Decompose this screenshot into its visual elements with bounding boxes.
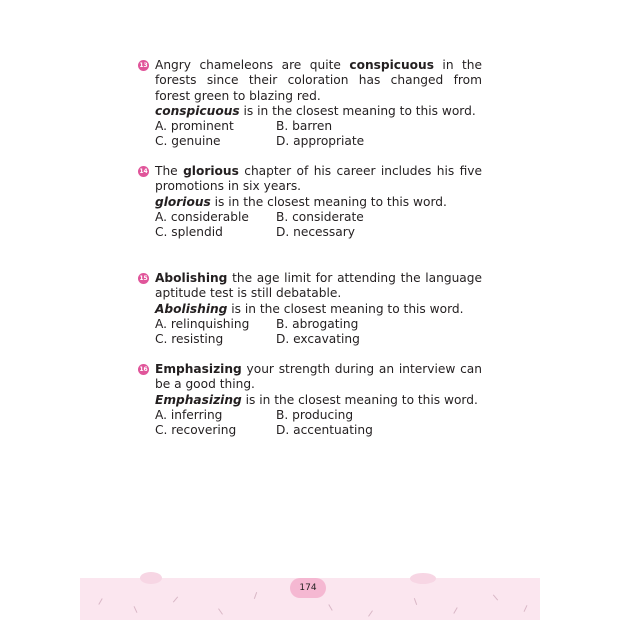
question-15 bbox=[138, 271, 482, 347]
decorative-tick bbox=[134, 606, 138, 613]
question-prompt bbox=[155, 104, 482, 119]
option-d: D. excavating bbox=[276, 332, 360, 347]
question-13 bbox=[138, 58, 482, 150]
prompt-text: is in the closest meaning to this word. bbox=[239, 103, 476, 118]
decorative-tick bbox=[414, 598, 417, 605]
prompt-text: is in the closest meaning to this word. bbox=[210, 194, 447, 209]
question-prompt bbox=[155, 195, 482, 210]
keyword: Emphasizing bbox=[155, 362, 242, 376]
option-a: A. relinquishing bbox=[155, 316, 250, 331]
decorative-tick bbox=[173, 596, 178, 602]
option-d: D. appropriate bbox=[276, 134, 365, 149]
options bbox=[138, 210, 482, 241]
option-b: B. abrogating bbox=[276, 316, 359, 331]
option-a: A. prominent bbox=[155, 119, 234, 134]
question-stem bbox=[155, 362, 482, 393]
keyword: Abolishing bbox=[155, 271, 228, 285]
options bbox=[138, 408, 482, 439]
decorative-tick bbox=[98, 598, 102, 605]
prompt-text: is in the closest meaning to this word. bbox=[241, 392, 478, 407]
decorative-tick bbox=[218, 608, 223, 614]
option-c: C. splendid bbox=[155, 225, 223, 240]
option-b: B. producing bbox=[276, 407, 354, 422]
prompt-keyword: glorious bbox=[155, 194, 211, 209]
decorative-tick bbox=[328, 604, 332, 611]
question-number-badge: 16 bbox=[139, 366, 148, 373]
page-number: 174 bbox=[299, 583, 317, 593]
question-stem bbox=[155, 58, 482, 104]
question-number-badge: 15 bbox=[139, 275, 148, 282]
stem-text-after: chapter of his career includes his five promotions in six years. bbox=[155, 164, 482, 194]
option-a: A. considerable bbox=[155, 209, 249, 224]
decorative-tick bbox=[524, 605, 528, 612]
decorative-tick bbox=[368, 610, 373, 616]
options bbox=[138, 119, 482, 150]
question-number-badge: 14 bbox=[139, 168, 148, 175]
prompt-keyword: Abolishing bbox=[155, 301, 228, 316]
decorative-tick bbox=[453, 607, 457, 614]
stem-text-after: in the forests since their coloration has changed from forest green to blazing red. bbox=[155, 58, 482, 103]
stem-text-before: Angry chameleons are quite bbox=[155, 58, 350, 72]
decorative-tick bbox=[493, 594, 498, 600]
keyword: glorious bbox=[183, 164, 239, 178]
question-prompt bbox=[155, 393, 482, 408]
stem-text-after: the age limit for attending the language aptitude test is still debatable. bbox=[155, 271, 482, 301]
option-d: D. necessary bbox=[276, 225, 355, 240]
question-16 bbox=[138, 362, 482, 438]
option-c: C. resisting bbox=[155, 332, 224, 347]
prompt-text: is in the closest meaning to this word. bbox=[227, 301, 464, 316]
option-b: B. considerate bbox=[276, 209, 364, 224]
decorative-tick bbox=[254, 592, 257, 599]
decorative-blob bbox=[140, 572, 162, 584]
question-number-badge: 13 bbox=[139, 62, 148, 69]
keyword: conspicuous bbox=[349, 58, 434, 72]
decorative-blob bbox=[410, 573, 436, 584]
option-a: A. inferring bbox=[155, 407, 223, 422]
question-stem bbox=[155, 164, 482, 195]
option-c: C. genuine bbox=[155, 134, 221, 149]
prompt-keyword: conspicuous bbox=[155, 103, 240, 118]
stem-text-before: The bbox=[155, 164, 184, 178]
stem-text-after: your strength during an interview can be a good thing. bbox=[155, 362, 482, 392]
options bbox=[138, 317, 482, 348]
prompt-keyword: Emphasizing bbox=[155, 392, 242, 407]
option-c: C. recovering bbox=[155, 423, 237, 438]
question-prompt bbox=[155, 302, 482, 317]
question-14 bbox=[138, 164, 482, 240]
option-d: D. accentuating bbox=[276, 423, 373, 438]
option-b: B. barren bbox=[276, 119, 333, 134]
question-stem bbox=[155, 271, 482, 302]
